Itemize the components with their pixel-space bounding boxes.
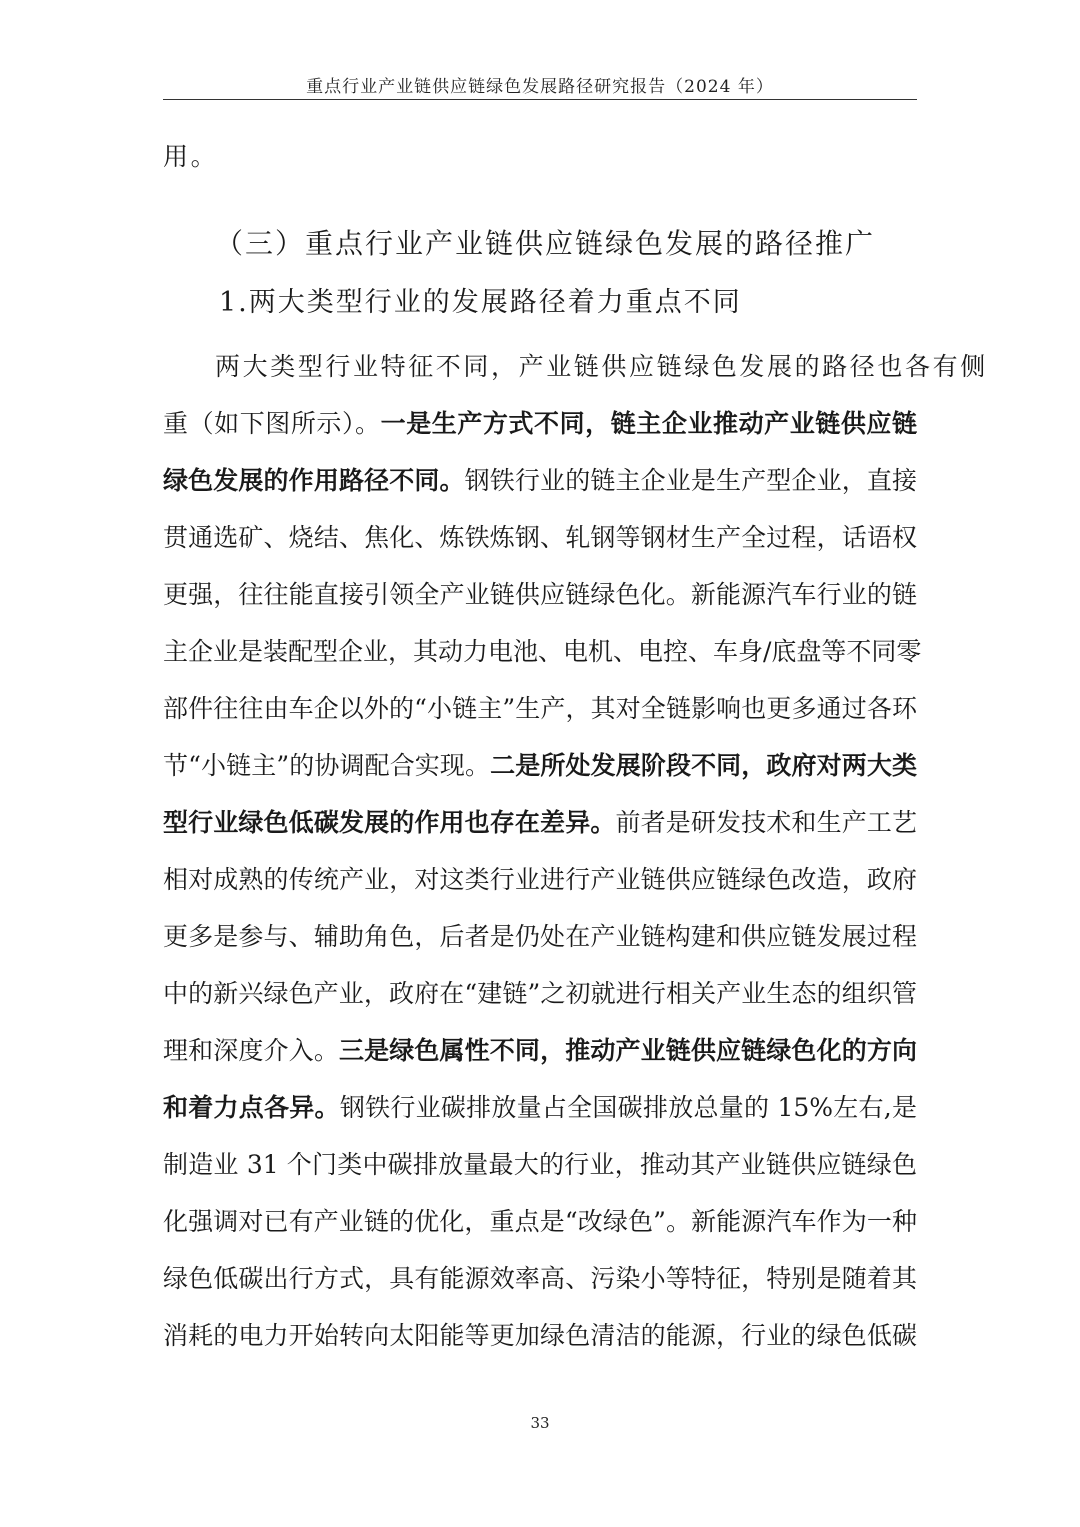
continuation-line: 用。 (163, 142, 219, 171)
text-run: 前者是研发技术和生产工艺 (615, 808, 917, 837)
paragraph-line: 更多是参与、辅助角色，后者是仍处在产业链构建和供应链发展过程 (163, 922, 917, 951)
paragraph-line: 化强调对已有产业链的优化，重点是“改绿色”。新能源汽车作为一种 (163, 1207, 917, 1236)
paragraph-line (163, 452, 917, 509)
paragraph-line (163, 1022, 917, 1079)
paragraph-line: 贯通选矿、烧结、焦化、炼铁炼钢、轧钢等钢材生产全过程，话语权 (163, 523, 917, 552)
text-run: 钢铁行业的链主企业是生产型企业，直接 (464, 466, 917, 495)
bold-text-run: 和着力点各异。 (163, 1093, 340, 1122)
paragraph-line (163, 737, 917, 794)
paragraph-line: 制造业 31 个门类中碳排放量最大的行业，推动其产业链供应链绿色 (163, 1150, 917, 1179)
paragraph-line: 更强，往往能直接引领全产业链供应链绿色化。新能源汽车行业的链 (163, 580, 917, 609)
paragraph-line (163, 395, 917, 452)
text-run: 理和深度介入。 (163, 1036, 339, 1065)
paragraph-line (163, 794, 917, 851)
bold-text-run: 二是所处发展阶段不同，政府对两大类 (490, 751, 917, 780)
paragraph-line: 中的新兴绿色产业，政府在“建链”之初就进行相关产业生态的组织管 (163, 979, 917, 1008)
paragraph-line: 消耗的电力开始转向太阳能等更加绿色清洁的能源，行业的绿色低碳 (163, 1321, 917, 1350)
paragraph-line: 两大类型行业特征不同，产业链供应链绿色发展的路径也各有侧 (215, 352, 988, 381)
paragraph-line (163, 1079, 917, 1136)
subsection-title: 1.两大类型行业的发展路径着力重点不同 (219, 287, 742, 318)
page-number: 33 (530, 1414, 550, 1432)
bold-text-run: 型行业绿色低碳发展的作用也存在差异。 (163, 808, 616, 837)
paragraph-line: 绿色低碳出行方式，具有能源效率高、污染小等特征，特别是随着其 (163, 1264, 917, 1293)
bold-text-run: 绿色发展的作用路径不同。 (163, 466, 465, 495)
paragraph-line: 主企业是装配型企业，其动力电池、电机、电控、车身/底盘等不同零 (163, 637, 922, 666)
section-title: （三）重点行业产业链供应链绿色发展的路径推广 (215, 227, 876, 260)
text-run: 重（如下图所示）。 (163, 409, 381, 438)
bold-text-run: 一是生产方式不同，链主企业推动产业链供应链 (380, 409, 917, 438)
body-paragraph (163, 338, 988, 1364)
paragraph-line: 部件往往由车企以外的“小链主”生产，其对全链影响也更多通过各环 (163, 694, 917, 723)
paragraph-line: 相对成熟的传统产业，对这类行业进行产业链供应链绿色改造，政府 (163, 865, 917, 894)
running-header: 重点行业产业链供应链绿色发展路径研究报告（2024 年） (306, 77, 774, 97)
continuation-text (163, 128, 917, 185)
text-run: 钢铁行业碳排放量占全国碳排放总量的 15%左右,是 (339, 1093, 917, 1122)
bold-text-run: 三是绿色属性不同，推动产业链供应链绿色化的方向 (338, 1036, 917, 1065)
header-rule (163, 99, 917, 100)
text-run: 节“小链主”的协调配合实现。 (163, 751, 491, 780)
